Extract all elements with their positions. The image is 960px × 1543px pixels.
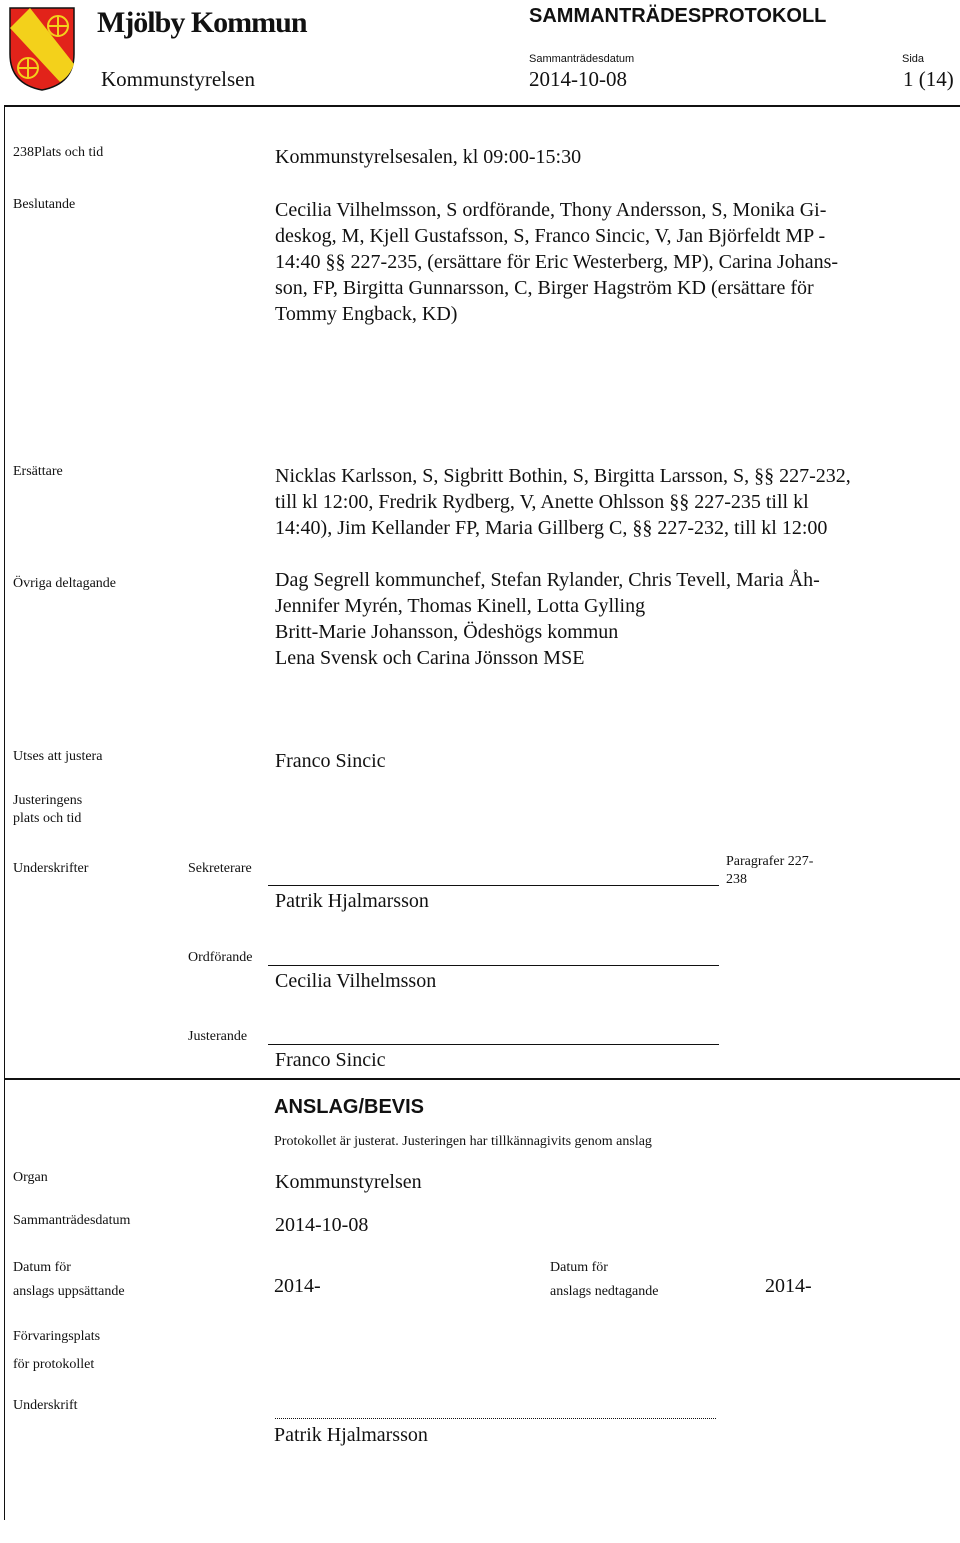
other-participants bbox=[275, 567, 820, 671]
notice-signature-line[interactable] bbox=[275, 1418, 716, 1419]
municipality-crest-icon bbox=[8, 6, 76, 92]
storage-label: Förvaringsplats för protokollet bbox=[13, 1329, 101, 1372]
section-divider bbox=[4, 1078, 960, 1080]
secretary-name: Patrik Hjalmarsson bbox=[275, 890, 429, 912]
substitutes bbox=[275, 463, 851, 541]
decision-line: deskog, M, Kjell Gustafsson, S, Franco Sincic, V, Jan Björfeldt MP - bbox=[275, 225, 826, 247]
decision-line: son, FP, Birgitta Gunnarsson, C, Birger Hagström KD (ersättare för bbox=[275, 277, 814, 299]
document-type: SAMMANTRÄDESPROTOKOLL bbox=[529, 5, 827, 27]
header-date: 2014-10-08 bbox=[529, 67, 627, 91]
left-border bbox=[4, 105, 5, 1520]
organ-value: Kommunstyrelsen bbox=[275, 1171, 422, 1193]
signing-adjuster-name: Franco Sincic bbox=[275, 1049, 386, 1071]
substitutes-line: 14:40), Jim Kellander FP, Maria Gillberg C, §§ 227-232, till kl 12:00 bbox=[275, 517, 828, 539]
decision-line: Tommy Engback, KD) bbox=[275, 303, 458, 325]
place-value: Kommunstyrelsesalen, kl 09:00-15:30 bbox=[275, 146, 582, 168]
substitutes-label: Ersättare bbox=[13, 464, 63, 479]
signature-label: Underskrift bbox=[13, 1398, 78, 1413]
removed-date-value: 2014- bbox=[765, 1275, 812, 1297]
posted-date-value: 2014- bbox=[274, 1275, 321, 1297]
decision-makers bbox=[275, 197, 838, 327]
page-number: 1 (14) bbox=[903, 67, 954, 91]
notice-statement: Protokollet är justerat. Justeringen har tillkännagivits genom anslag bbox=[274, 1134, 652, 1149]
notice-date-label: Sammanträdesdatum bbox=[13, 1213, 131, 1228]
adjuster-label: Utses att justera bbox=[13, 749, 103, 764]
secretary-signature-line[interactable] bbox=[268, 885, 719, 886]
decision-line: Cecilia Vilhelmsson, S ordförande, Thony Andersson, S, Monika Gi- bbox=[275, 199, 827, 221]
meeting-date-label: Sammanträdesdatum bbox=[529, 53, 635, 65]
participants-line: Lena Svensk och Carina Jönsson MSE bbox=[275, 647, 585, 669]
chair-label: Ordförande bbox=[188, 950, 253, 965]
municipality-name: Mjölby Kommun bbox=[97, 6, 307, 39]
posted-date-label: Datum för anslags uppsättande bbox=[13, 1260, 125, 1299]
substitutes-line: Nicklas Karlsson, S, Sigbritt Bothin, S, Birgitta Larsson, S, §§ 227-232, bbox=[275, 465, 851, 487]
header-rule bbox=[4, 105, 960, 107]
chair-signature-line[interactable] bbox=[268, 965, 719, 966]
place-label: 238Plats och tid bbox=[13, 145, 104, 160]
participants-line: Dag Segrell kommunchef, Stefan Rylander, Chris Tevell, Maria Åh- bbox=[275, 569, 820, 591]
signatures-label: Underskrifter bbox=[13, 861, 89, 876]
organ-label: Organ bbox=[13, 1170, 48, 1185]
substitutes-line: till kl 12:00, Fredrik Rydberg, V, Anette Ohlsson §§ 227-235 till kl bbox=[275, 491, 809, 513]
decision-makers-label: Beslutande bbox=[13, 197, 76, 212]
chair-name: Cecilia Vilhelmsson bbox=[275, 970, 437, 992]
page-label: Sida bbox=[902, 53, 925, 65]
secretary-label: Sekreterare bbox=[188, 861, 252, 876]
paragraphs-range: Paragrafer 227- 238 bbox=[726, 854, 814, 887]
notice-signature-name: Patrik Hjalmarsson bbox=[274, 1424, 428, 1446]
notice-date: 2014-10-08 bbox=[275, 1214, 369, 1236]
decision-line: 14:40 §§ 227-235, (ersättare för Eric Westerberg, MP), Carina Johans- bbox=[275, 251, 839, 273]
adjust-place-label: Justeringens plats och tid bbox=[13, 793, 83, 826]
other-participants-label: Övriga deltagande bbox=[13, 576, 117, 591]
header-body: Kommunstyrelsen bbox=[101, 67, 255, 91]
adjuster-signature-line[interactable] bbox=[268, 1044, 719, 1045]
adjuster-name: Franco Sincic bbox=[275, 750, 386, 772]
removed-date-label: Datum för anslags nedtagande bbox=[550, 1260, 659, 1299]
notice-title: ANSLAG/BEVIS bbox=[274, 1096, 425, 1118]
participants-line: Britt-Marie Johansson, Ödeshögs kommun bbox=[275, 621, 619, 643]
participants-line: Jennifer Myrén, Thomas Kinell, Lotta Gylling bbox=[275, 595, 646, 617]
signing-adjuster-label: Justerande bbox=[188, 1029, 248, 1044]
